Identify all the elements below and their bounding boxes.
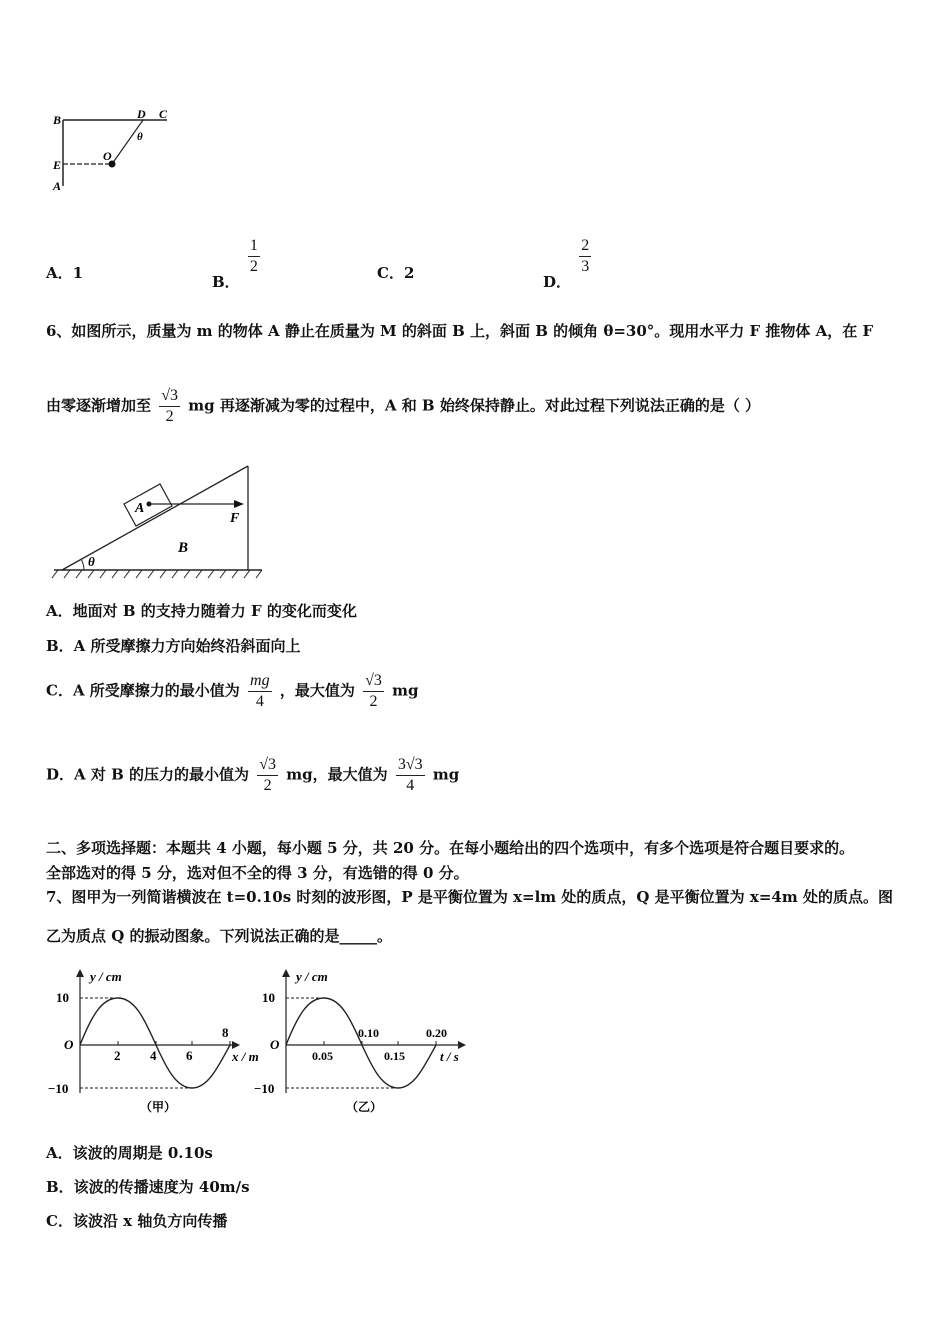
q6-option-d: D．A 对 B 的压力的最小值为 $\frac{√3}{2}$ mg，最大值为 $\frac{3√3}{4}$ mg [46,756,460,794]
svg-text:O: O [103,149,112,163]
q5-d-label: D． [543,272,572,291]
svg-text:8: 8 [222,1025,229,1040]
q6-stem-line2: 由零逐渐增加至 $\frac{√3}{2}$ mg 再逐渐减为零的过程中，A 和 B 始终保持静止。对此过程下列说法正确的是（ ） [46,387,761,425]
svg-text:10: 10 [262,990,275,1005]
svg-text:B: B [178,540,189,556]
svg-text:6: 6 [186,1048,193,1063]
svg-text:0.15: 0.15 [384,1049,405,1063]
q6-fraction: $\frac{√3}{2}$ [161,387,179,425]
q6-stem-line1: 6、如图所示，质量为 m 的物体 A 静止在质量为 M 的斜面 B 上，斜面 B 的倾角 θ=30°。现用水平力 F 推物体 A，在 F [46,322,874,340]
svg-text:0.05: 0.05 [312,1049,333,1063]
q5-d-fraction: $\frac{2}{3}$ [581,237,590,275]
svg-text:A: A [135,501,145,516]
q5-option-a [46,262,83,283]
q5-option-c [377,262,414,283]
svg-text:O: O [270,1037,280,1052]
q6-option-a: A．地面对 B 的支持力随着力 F 的变化而变化 [46,602,357,620]
svg-text:0.10: 0.10 [358,1026,379,1040]
q7-option-c: C．该波沿 x 轴负方向传播 [46,1212,228,1230]
svg-text:E: E [53,158,62,172]
svg-text:D: D [137,107,146,121]
q5-c-label: C． [377,264,404,282]
q7-option-a: A．该波的周期是 0.10s [46,1144,213,1162]
q7-option-b: B．该波的传播速度为 40m/s [46,1178,250,1196]
q6-option-b: B．A 所受摩擦力方向始终沿斜面向上 [46,637,301,655]
q6-c-fraction-max: $\frac{√3}{2}$ [365,672,382,710]
q5-c-value: 2 [403,264,415,282]
svg-text:B: B [53,113,62,127]
svg-text:−10: −10 [48,1081,69,1096]
q6-d-fraction-max: $\frac{3√3}{4}$ [397,756,423,794]
section2-heading-line1: 二、多项选择题：本题共 4 小题，每小题 5 分，共 20 分。在每小题给出的四个选项中，有多个选项是符合题目要求的。 [46,839,855,857]
svg-text:t / s: t / s [440,1049,459,1064]
svg-text:（甲）: （甲） [140,1100,177,1114]
svg-text:2: 2 [114,1048,121,1063]
svg-text:C: C [159,107,168,121]
svg-text:−10: −10 [254,1081,275,1096]
q5-a-value: 1 [72,264,84,282]
q5-a-label: A． [46,264,73,282]
q5-option-d [543,236,594,291]
svg-text:（乙）: （乙） [346,1100,383,1114]
svg-text:θ: θ [137,131,143,143]
svg-text:y / cm: y / cm [90,969,122,984]
q5-b-label: B． [212,272,240,291]
svg-text:10: 10 [56,990,69,1005]
q6-c-fraction-min: $\frac{mg}{4}$ [250,672,270,710]
svg-text:F: F [230,511,240,526]
svg-text:O: O [64,1037,74,1052]
q5-b-fraction: $\frac{1}{2}$ [249,237,258,275]
svg-text:y / cm: y / cm [296,969,328,984]
svg-text:x / m: x / m [232,1049,259,1064]
q7-stem-line2: 乙为质点 Q 的振动图象。下列说法正确的是_____。 [46,927,393,945]
figure-rod-diagram [45,100,185,200]
svg-text:0.20: 0.20 [426,1026,447,1040]
q6-d-fraction-min: $\frac{√3}{2}$ [259,756,277,794]
vibration-graph-yi [240,965,480,1120]
figure-incline [48,460,268,582]
svg-text:θ: θ [88,554,95,569]
q5-option-b [212,236,263,291]
q6-option-c: C．A 所受摩擦力的最小值为 $\frac{mg}{4}$ ，最大值为 $\frac{√3}{2}$ mg [46,672,419,710]
svg-text:A: A [53,179,62,193]
svg-text:4: 4 [150,1048,157,1063]
q7-stem-line1: 7、图甲为一列简谐横波在 t=0.10s 时刻的波形图，P 是平衡位置为 x=lm 处的质点，Q 是平衡位置为 x=4m 处的质点。图 [46,888,893,906]
section2-heading-line2: 全部选对的得 5 分，选对但不全的得 3 分，有选错的得 0 分。 [46,864,469,882]
